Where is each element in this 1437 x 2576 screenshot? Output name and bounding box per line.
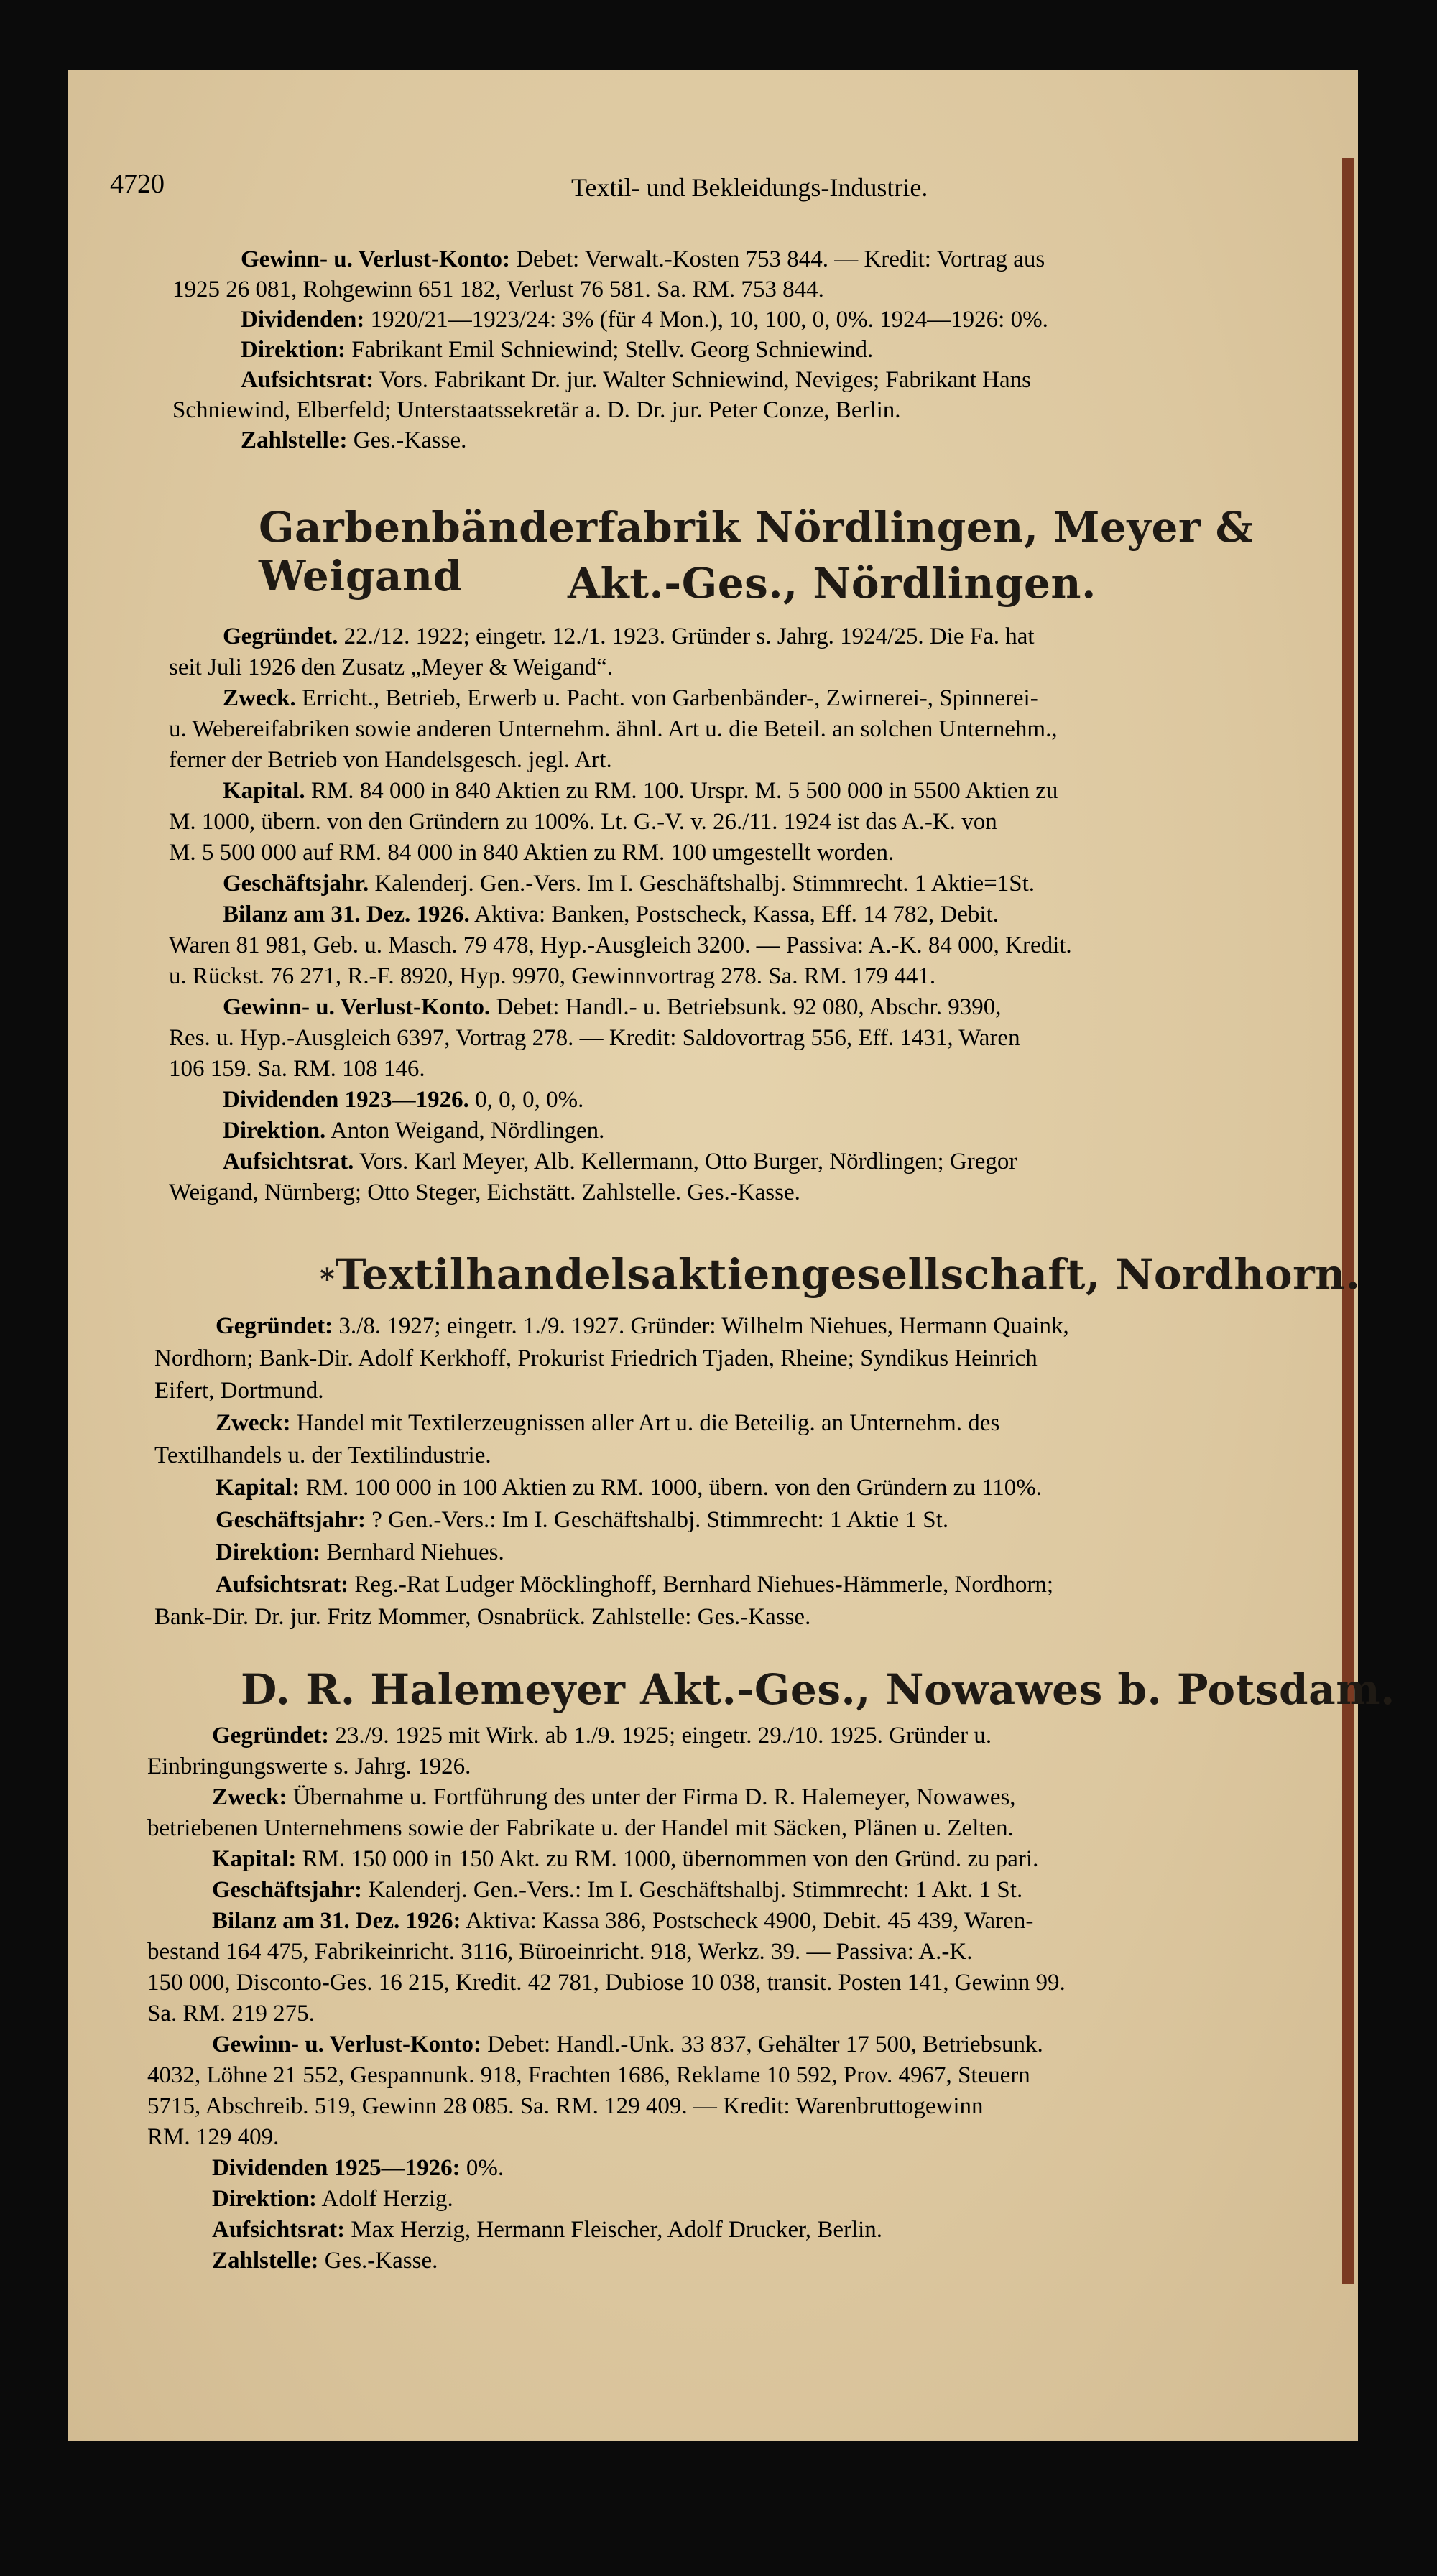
entry-keyword: Gegründet. (223, 624, 338, 649)
f3-line (147, 1817, 1014, 1840)
entry-text: 1925 26 081, Rohgewinn 651 182, Verlust 76 581. Sa. RM. 753 844. (172, 277, 824, 302)
entry-keyword: Kapital. (223, 778, 305, 804)
entry-text: Vors. Karl Meyer, Alb. Kellermann, Otto Burger, Nördlingen; Gregor (354, 1149, 1017, 1175)
firm2-title-text: Textilhandelsaktiengesellschaft, Nordhorn. (335, 1250, 1361, 1299)
entry-text: 22./12. 1922; eingetr. 12./1. 1923. Gründer s. Jahrg. 1924/25. Die Fa. hat (338, 624, 1035, 649)
entry-text: Textilhandels u. der Textilindustrie. (154, 1442, 491, 1468)
entry-text: 150 000, Disconto-Ges. 16 215, Kredit. 42 781, Dubiose 10 038, transit. Posten 141, Gewinn 99. (147, 1970, 1066, 1996)
entry-text: 0%. (460, 2155, 504, 2181)
f1-line (223, 1088, 583, 1112)
entry-keyword: Direktion: (241, 337, 346, 363)
entry-keyword: Bilanz am 31. Dez. 1926. (223, 902, 470, 927)
prev-line (172, 399, 901, 422)
entry-text: Bernhard Niehues. (320, 1539, 504, 1565)
entry-text: 3./8. 1927; eingetr. 1./9. 1927. Gründer: Wilhelm Niehues, Hermann Quaink, (333, 1313, 1069, 1339)
entry-text: RM. 100 000 in 100 Aktien zu RM. 1000, übern. von den Gründern zu 110%. (300, 1475, 1043, 1501)
f3-line (147, 1940, 973, 1964)
prev-line (241, 308, 1048, 332)
f3-line (212, 1909, 1033, 1933)
f1-line (223, 687, 1038, 710)
f1-line (169, 934, 1072, 958)
f1-line (169, 841, 894, 865)
entry-keyword: Aufsichtsrat: (216, 1572, 349, 1598)
prev-line (241, 248, 1045, 272)
entry-text: seit Juli 1926 den Zusatz „Meyer & Weigand“. (169, 654, 614, 680)
prev-line (241, 369, 1031, 392)
entry-text: Erricht., Betrieb, Erwerb u. Pacht. von Garbenbänder-, Zwirnerei-, Spinnerei- (295, 685, 1038, 711)
f1-line (223, 625, 1035, 649)
entry-text: Ges.-Kasse. (318, 2248, 438, 2274)
entry-text: 5715, Abschreib. 519, Gewinn 28 085. Sa. RM. 129 409. — Kredit: Warenbruttogewinn (147, 2093, 984, 2119)
entry-text: Anton Weigand, Nördlingen. (325, 1118, 605, 1144)
entry-text: Nordhorn; Bank-Dir. Adolf Kerkhoff, Prokurist Friedrich Tjaden, Rheine; Syndikus Heinrich (154, 1345, 1038, 1371)
f1-line (223, 872, 1035, 896)
entry-text: M. 5 500 000 auf RM. 84 000 in 840 Aktien zu RM. 100 umgestellt worden. (169, 840, 895, 866)
f3-line (147, 1971, 1066, 1995)
f2-line (216, 1573, 1053, 1597)
entry-keyword: Geschäftsjahr: (216, 1507, 366, 1533)
f1-line (223, 996, 1001, 1019)
f3-line (212, 1724, 992, 1748)
entry-keyword: Dividenden: (241, 307, 365, 333)
firm3-title: D. R. Halemeyer Akt.-Ges., Nowawes b. Potsdam. (241, 1665, 1395, 1714)
f3-line (212, 1786, 1016, 1810)
entry-text: Kalenderj. Gen.-Vers.: Im I. Geschäftshalbj. Stimmrecht: 1 Akt. 1 St. (361, 1877, 1023, 1903)
entry-keyword: Aufsichtsrat. (223, 1149, 354, 1175)
entry-text: Vors. Fabrikant Dr. jur. Walter Schniewind, Neviges; Fabrikant Hans (374, 367, 1031, 393)
entry-text: Sa. RM. 219 275. (147, 2001, 315, 2026)
f3-line (212, 2033, 1043, 2057)
f1-line (223, 1119, 604, 1143)
entry-text: betriebenen Unternehmens sowie der Fabrikate u. der Handel mit Säcken, Plänen u. Zelten. (147, 1815, 1014, 1841)
entry-text: RM. 84 000 in 840 Aktien zu RM. 100. Urspr. M. 5 500 000 in 5500 Aktien zu (305, 778, 1058, 804)
entry-text: Weigand, Nürnberg; Otto Steger, Eichstätt. Zahlstelle. Ges.-Kasse. (169, 1180, 800, 1205)
f2-line (216, 1315, 1069, 1338)
f3-line (212, 2187, 453, 2211)
entry-text: Aktiva: Banken, Postscheck, Kassa, Eff. 14 782, Debit. (469, 902, 999, 927)
entry-text: Debet: Handl.- u. Betriebsunk. 92 080, Abschr. 9390, (490, 994, 1002, 1020)
f2-line (154, 1347, 1038, 1371)
entry-keyword: Geschäftsjahr: (212, 1877, 362, 1903)
f3-line (147, 2064, 1030, 2088)
entry-keyword: Dividenden 1925—1926: (212, 2155, 461, 2181)
entry-text: Bank-Dir. Dr. jur. Fritz Mommer, Osnabrück. Zahlstelle: Ges.-Kasse. (154, 1604, 811, 1630)
entry-keyword: Zweck: (216, 1410, 291, 1436)
entry-keyword: Aufsichtsrat: (241, 367, 374, 393)
star-marker: * (320, 1262, 336, 1296)
entry-keyword: Zweck. (223, 685, 296, 711)
entry-text: 4032, Löhne 21 552, Gespannunk. 918, Frachten 1686, Reklame 10 592, Prov. 4967, Steuern (147, 2062, 1030, 2088)
entry-text: RM. 150 000 in 150 Akt. zu RM. 1000, übernommen von den Gründ. zu pari. (296, 1846, 1039, 1872)
entry-keyword: Gewinn- u. Verlust-Konto: (212, 2031, 481, 2057)
f2-line (216, 1476, 1042, 1500)
f1-line (169, 656, 613, 680)
entry-text: Adolf Herzig. (317, 2186, 453, 2212)
entry-text: bestand 164 475, Fabrikeinricht. 3116, Büroeinricht. 918, Werkz. 39. — Passiva: A.-K. (147, 1939, 973, 1965)
entry-text: 1920/21—1923/24: 3% (für 4 Mon.), 10, 100, 0, 0%. 1924—1926: 0%. (364, 307, 1048, 333)
f2-line (154, 1379, 324, 1403)
prev-line (241, 429, 466, 453)
f1-line (169, 965, 935, 988)
f1-line (169, 1027, 1020, 1050)
entry-text: Ges.-Kasse. (347, 427, 467, 453)
entry-keyword: Direktion: (212, 2186, 318, 2212)
entry-keyword: Bilanz am 31. Dez. 1926: (212, 1908, 461, 1934)
entry-keyword: Gegründet: (216, 1313, 333, 1339)
f2-line (216, 1541, 504, 1565)
entry-keyword: Kapital: (216, 1475, 300, 1501)
entry-text: Reg.-Rat Ludger Möcklinghoff, Bernhard Niehues-Hämmerle, Nordhorn; (348, 1572, 1054, 1598)
entry-text: ? Gen.-Vers.: Im I. Geschäftshalbj. Stimmrecht: 1 Aktie 1 St. (365, 1507, 949, 1533)
f3-line (147, 2095, 984, 2118)
entry-keyword: Aufsichtsrat: (212, 2217, 346, 2243)
page-number: 4720 (110, 169, 165, 199)
entry-keyword: Gewinn- u. Verlust-Konto: (241, 246, 510, 272)
entry-text: Waren 81 981, Geb. u. Masch. 79 478, Hyp.-Ausgleich 3200. — Passiva: A.-K. 84 000, Kredit. (169, 932, 1072, 958)
entry-keyword: Dividenden 1923—1926. (223, 1087, 469, 1113)
firm1-title-line1: Garbenbänderfabrik Nördlingen, Meyer & Weigand (259, 503, 1254, 601)
f1-line (169, 718, 1058, 741)
entry-keyword: Gegründet: (212, 1723, 330, 1748)
entry-keyword: Direktion. (223, 1118, 326, 1144)
entry-text: u. Webereifabriken sowie anderen Unternehm. ähnl. Art u. die Beteil. an solchen Unternehm., (169, 716, 1058, 742)
entry-text: Übernahme u. Fortführung des unter der Firma D. R. Halemeyer, Nowawes, (287, 1784, 1016, 1810)
entry-text: 23./9. 1925 mit Wirk. ab 1./9. 1925; eingetr. 29./10. 1925. Gründer u. (329, 1723, 992, 1748)
entry-text: Handel mit Textilerzeugnissen aller Art u. die Beteilig. an Unternehm. des (290, 1410, 1000, 1436)
f2-line (216, 1509, 948, 1532)
entry-keyword: Gewinn- u. Verlust-Konto. (223, 994, 491, 1020)
prev-line (241, 338, 873, 362)
entry-text: Eifert, Dortmund. (154, 1378, 324, 1404)
f1-line (223, 1150, 1017, 1174)
f3-line (147, 2126, 279, 2149)
f3-line (212, 2249, 438, 2273)
entry-keyword: Zahlstelle: (212, 2248, 319, 2274)
entry-text: ferner der Betrieb von Handelsgesch. jegl. Art. (169, 747, 612, 773)
f3-line (212, 2156, 504, 2180)
entry-keyword: Geschäftsjahr. (223, 871, 369, 896)
entry-text: Einbringungswerte s. Jahrg. 1926. (147, 1753, 471, 1779)
f1-line (169, 1181, 800, 1205)
f1-line (223, 903, 999, 927)
f1-line (223, 779, 1058, 803)
entry-text: Debet: Verwalt.-Kosten 753 844. — Kredit: Vortrag aus (509, 246, 1045, 272)
entry-text: Res. u. Hyp.-Ausgleich 6397, Vortrag 278. — Kredit: Saldovortrag 556, Eff. 1431, Waren (169, 1025, 1020, 1051)
page-edge (1342, 158, 1354, 2284)
entry-text: Max Herzig, Hermann Fleischer, Adolf Drucker, Berlin. (345, 2217, 883, 2243)
entry-text: 0, 0, 0, 0%. (468, 1087, 584, 1113)
entry-keyword: Kapital: (212, 1846, 297, 1872)
f1-line (169, 1057, 425, 1081)
f1-line (169, 749, 612, 772)
entry-keyword: Zahlstelle: (241, 427, 348, 453)
entry-text: u. Rückst. 76 271, R.-F. 8920, Hyp. 9970, Gewinnvortrag 278. Sa. RM. 179 441. (169, 963, 936, 989)
f2-line (154, 1606, 810, 1629)
f3-line (147, 2002, 315, 2026)
entry-text: 106 159. Sa. RM. 108 146. (169, 1056, 425, 1082)
running-title: Textil- und Bekleidungs-Industrie. (571, 173, 928, 202)
entry-text: Kalenderj. Gen.-Vers. Im I. Geschäftshalbj. Stimmrecht. 1 Aktie=1St. (369, 871, 1035, 896)
prev-line (172, 278, 824, 302)
f3-line (212, 2218, 882, 2242)
firm2-title (320, 1250, 1361, 1299)
firm1-title-line2: Akt.-Ges., Nördlingen. (568, 559, 1096, 608)
f3-line (147, 1755, 471, 1779)
entry-text: Fabrikant Emil Schniewind; Stellv. Georg Schniewind. (346, 337, 874, 363)
f3-line (212, 1848, 1038, 1871)
entry-keyword: Zweck: (212, 1784, 287, 1810)
f1-line (169, 810, 997, 834)
f3-line (212, 1878, 1022, 1902)
entry-text: RM. 129 409. (147, 2124, 279, 2150)
f2-line (216, 1412, 999, 1435)
entry-text: M. 1000, übern. von den Gründern zu 100%. Lt. G.-V. v. 26./11. 1924 ist das A.-K. von (169, 809, 997, 835)
entry-keyword: Direktion: (216, 1539, 321, 1565)
entry-text: Aktiva: Kassa 386, Postscheck 4900, Debit. 45 439, Waren- (461, 1908, 1034, 1934)
entry-text: Debet: Handl.-Unk. 33 837, Gehälter 17 500, Betriebsunk. (481, 2031, 1043, 2057)
f2-line (154, 1444, 491, 1468)
entry-text: Schniewind, Elberfeld; Unterstaatssekretär a. D. Dr. jur. Peter Conze, Berlin. (172, 397, 901, 423)
